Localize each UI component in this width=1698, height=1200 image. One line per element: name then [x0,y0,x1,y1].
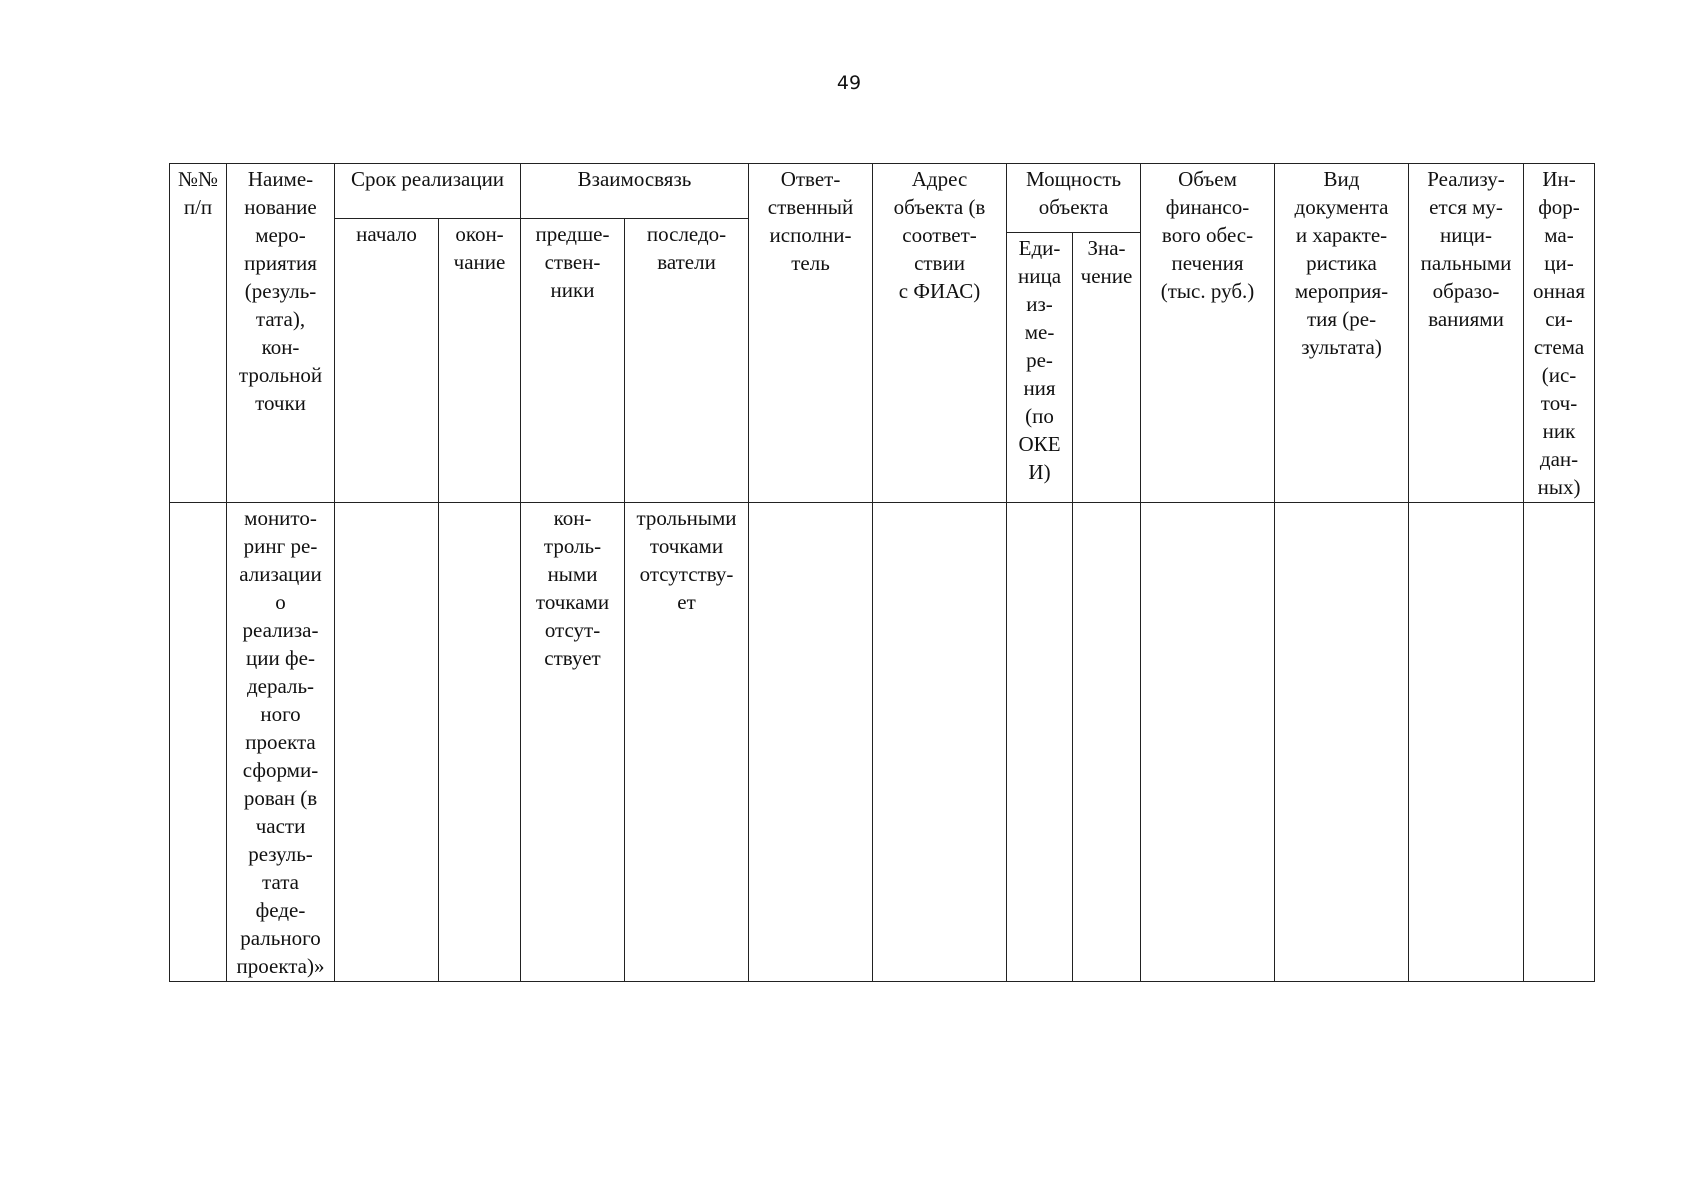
header-relation-succ: последо- ватели [625,219,749,503]
header-relation: Взаимосвязь [521,164,749,219]
header-relation-pred: предше- ствен- ники [521,219,625,503]
cell-relation-pred: кон- троль- ными точками отсут- ствует [521,503,625,982]
header-info-system: Ин- фор- ма- ци- онная си- стема (ис- точ- ник дан- ных) [1524,164,1595,503]
cell-responsible [749,503,873,982]
header-address: Адрес объекта (в соответ- ствии с ФИАС) [873,164,1007,503]
header-row-1 [170,164,1595,219]
cell-relation-succ: трольными точками отсутству- ет [625,503,749,982]
header-doc-type: Вид документа и характе- ристика мероприя- тия (ре- зультата) [1275,164,1409,503]
cell-num [170,503,227,982]
header-term-start: начало [335,219,439,503]
header-name: Наиме- нование меро- приятия (резуль- тата), кон- трольной точки [227,164,335,503]
cell-info-system [1524,503,1595,982]
header-capacity-value: Зна- чение [1073,233,1141,503]
cell-doc-type [1275,503,1409,982]
header-term: Срок реализации [335,164,521,219]
header-responsible: Ответ- ственный исполни- тель [749,164,873,503]
page-number: 49 [836,72,862,94]
cell-term-end [439,503,521,982]
header-num: №№ п/п [170,164,227,503]
cell-municipal [1409,503,1524,982]
cell-term-start [335,503,439,982]
cell-capacity-value [1073,503,1141,982]
cell-address [873,503,1007,982]
cell-name: монито- ринг ре- ализации о реализа- ции фе- дераль- ного проекта сформи- рован (в части резуль- тата феде- рального проекта)» [227,503,335,982]
plan-table [169,163,1595,982]
cell-capacity-unit [1007,503,1073,982]
header-capacity: Мощность объекта [1007,164,1141,233]
header-term-end: окон- чание [439,219,521,503]
table-row [170,503,1595,982]
header-capacity-unit: Еди- ница из- ме- ре- ния (по ОКЕ И) [1007,233,1073,503]
cell-funding [1141,503,1275,982]
header-funding: Объем финансо- вого обес- печения (тыс. руб.) [1141,164,1275,503]
header-municipal: Реализу- ется му- ници- пальными образо- ваниями [1409,164,1524,503]
